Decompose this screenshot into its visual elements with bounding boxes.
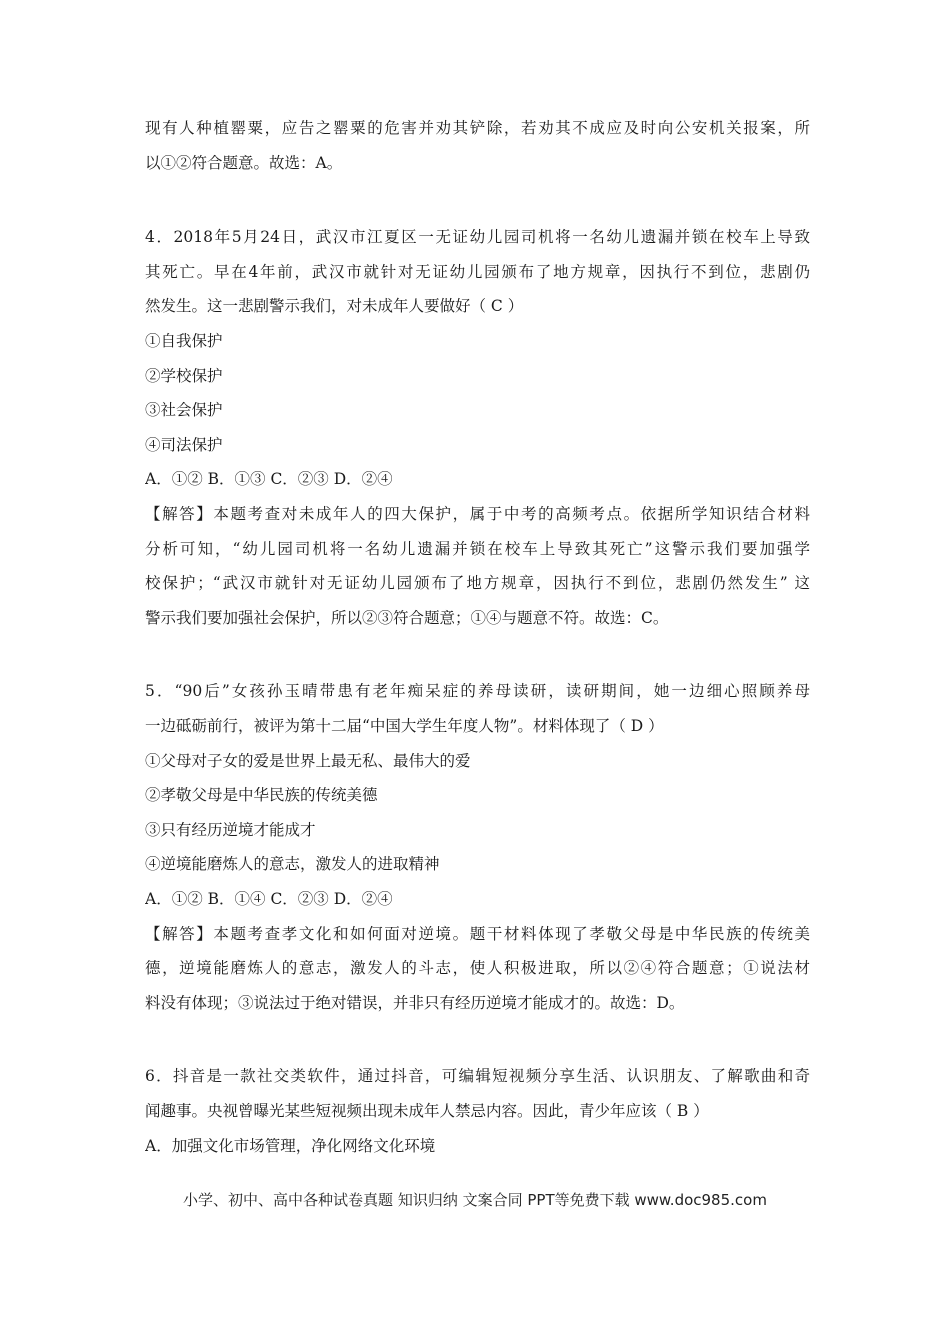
option-line: ④逆境能磨炼人的意志，激发人的进取精神 [145,855,440,873]
question-4-line: 其死亡。早在4年前，武汉市就针对无证幼儿园颁布了地方规章，因执行不到位，悲剧仍 [145,263,810,281]
option-line: A．加强文化市场管理，净化网络文化环境 [145,1137,436,1155]
option-line: ③社会保护 [145,401,223,419]
option-line: ②学校保护 [145,367,223,385]
answer-line: 【解答】本题考查孝文化和如何面对逆境。题干材料体现了孝敬父母是中华民族的传统美 [145,925,810,943]
question-6-line: 6．抖音是一款社交类软件，通过抖音，可编辑短视频分享生活、认识朋友、了解歌曲和奇 [145,1067,810,1085]
choices-line: A．①② B．①④ C．②③ D．②④ [145,890,393,908]
answer-line: 料没有体现；③说法过于绝对错误，并非只有经历逆境才能成才的。故选：D。 [145,994,685,1012]
option-line: ①自我保护 [145,332,223,350]
option-line: ①父母对子女的爱是世界上最无私、最伟大的爱 [145,752,471,770]
question-5-line: 一边砥砺前行，被评为第十二届“中国大学生年度人物”。材料体现了（ D ） [145,717,664,735]
text-line: 现有人种植罂粟，应告之罂粟的危害并劝其铲除，若劝其不成应及时向公安机关报案，所 [145,119,810,137]
choices-line: A．①② B．①③ C．②③ D．②④ [145,470,393,488]
option-line: ③只有经历逆境才能成才 [145,821,316,839]
question-4-line: 4．2018年5月24日，武汉市江夏区一无证幼儿园司机将一名幼儿遗漏并锁在校车上导致 [145,228,810,246]
option-line: ④司法保护 [145,436,223,454]
option-line: ②孝敬父母是中华民族的传统美德 [145,786,378,804]
answer-line: 【解答】本题考查对未成年人的四大保护，属于中考的高频考点。依据所学知识结合材料 [145,505,810,523]
question-5-line: 5．“90后”女孩孙玉晴带患有老年痴呆症的养母读研，读研期间，她一边细心照顾养母 [145,682,810,700]
question-4-line: 然发生。这一悲剧警示我们，对未成年人要做好（ C ） [145,297,524,315]
answer-line: 德，逆境能磨炼人的意志，激发人的斗志，使人积极进取，所以②④符合题意；①说法材 [145,959,810,977]
question-6-line: 闻趣事。央视曾曝光某些短视频出现未成年人禁忌内容。因此，青少年应该（ B ） [145,1102,709,1120]
answer-line: 警示我们要加强社会保护，所以②③符合题意；①④与题意不符。故选：C。 [145,609,669,627]
text-line: 以①②符合题意。故选：A。 [145,154,343,172]
answer-line: 校保护；“武汉市就针对无证幼儿园颁布了地方规章，因执行不到位，悲剧仍然发生” 这 [145,574,810,592]
answer-line: 分析可知，“幼儿园司机将一名幼儿遗漏并锁在校车上导致其死亡”这警示我们要加强学 [145,540,810,558]
page-footer: 小学、初中、高中各种试卷真题 知识归纳 文案合同 PPT等免费下载 www.doc985.com [183,1191,767,1209]
